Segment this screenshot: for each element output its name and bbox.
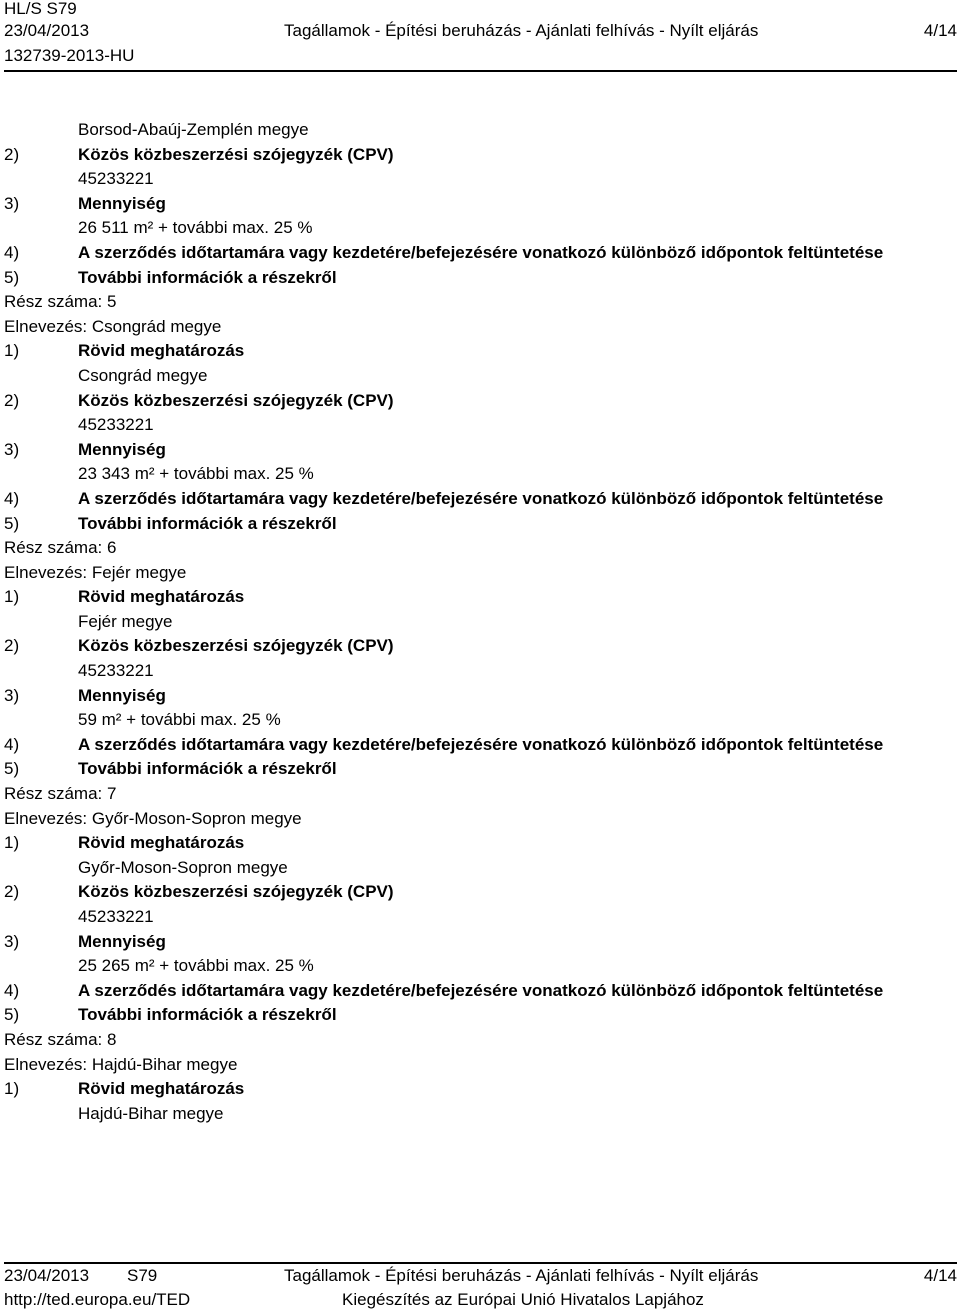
cpv-heading: 2) Közös közbeszerzési szójegyzék (CPV) (4, 636, 394, 656)
lot-4-cpv-heading: 2) Közös közbeszerzési szójegyzék (CPV) (4, 144, 394, 164)
footer-series: S79 (127, 1266, 158, 1285)
cpv-code: 45233221 (78, 907, 154, 926)
lot-4-quantity: 26 511 m² + további max. 25 % (78, 218, 313, 238)
dates-heading: 4) A szerződés időtartamára vagy kezdetére/befejezésére vonatkozó különböző időpontok feltüntetése (4, 734, 884, 754)
footer-date: 23/04/2013 (4, 1266, 90, 1285)
footer-url-link[interactable]: http://ted.europa.eu/TED (4, 1290, 191, 1309)
lot-4-description: Borsod-Abaúj-Zemplén megye (78, 120, 309, 139)
short-desc-heading: 1) Rövid meghatározás (4, 833, 245, 853)
lot-number: Rész száma: 6 (4, 538, 117, 558)
cpv-heading: 2) Közös közbeszerzési szójegyzék (CPV) (4, 882, 394, 902)
quantity-heading: 3) Mennyiség (4, 685, 166, 705)
lot-number: Rész száma: 8 (4, 1029, 117, 1049)
quantity-value: 59 m² + további max. 25 % (78, 710, 281, 730)
lot-number: Rész száma: 7 (4, 784, 117, 804)
quantity-value: 23 343 m² + további max. 25 % (78, 464, 314, 484)
lot-number: Rész száma: 5 (4, 292, 117, 312)
cpv-code: 45233221 (78, 415, 154, 435)
lot-4-quantity-heading: 3) Mennyiség (4, 193, 166, 213)
page-header (4, 0, 957, 68)
footer-title: Tagállamok - Építési beruházás - Ajánlati felhívás - Nyílt eljárás (284, 1266, 759, 1285)
document-body (4, 118, 957, 1126)
more-info-heading: 5) További információk a részekről (4, 1005, 337, 1025)
dates-heading: 4) A szerződés időtartamára vagy kezdetére/befejezésére vonatkozó különböző időpontok feltüntetése (4, 980, 884, 1000)
doc-code: HL/S S79 (4, 0, 77, 18)
lot-description: Csongrád megye (78, 365, 208, 385)
short-desc-heading: 1) Rövid meghatározás (4, 587, 245, 607)
header-divider (4, 70, 957, 72)
short-desc-heading: 1) Rövid meghatározás (4, 341, 245, 361)
lot-name: Elnevezés: Győr-Moson-Sopron megye (4, 808, 302, 828)
lot-name: Elnevezés: Fejér megye (4, 562, 187, 582)
lot-4-dates-heading: 4) A szerződés időtartamára vagy kezdetére/befejezésére vonatkozó különböző időpontok feltüntetése (4, 242, 884, 262)
header-title: Tagállamok - Építési beruházás - Ajánlati felhívás - Nyílt eljárás (284, 21, 759, 40)
page-footer (4, 1262, 957, 1311)
more-info-heading: 5) További információk a részekről (4, 513, 337, 533)
cpv-heading: 2) Közös közbeszerzési szójegyzék (CPV) (4, 390, 394, 410)
lot-4-more-info-heading: 5) További információk a részekről (4, 267, 337, 287)
footer-subtitle: Kiegészítés az Európai Unió Hivatalos Lapjához (342, 1290, 704, 1309)
lot-name: Elnevezés: Hajdú-Bihar megye (4, 1054, 238, 1074)
quantity-heading: 3) Mennyiség (4, 931, 166, 951)
quantity-value: 25 265 m² + további max. 25 % (78, 956, 314, 976)
short-desc-heading: 1) Rövid meghatározás (4, 1079, 245, 1099)
header-reference: 132739-2013-HU (4, 46, 135, 65)
lot-description: Fejér megye (78, 611, 173, 631)
header-page-number: 4/14 (923, 21, 957, 40)
lot-name: Elnevezés: Csongrád megye (4, 316, 222, 336)
more-info-heading: 5) További információk a részekről (4, 759, 337, 779)
footer-page-number: 4/14 (923, 1266, 957, 1285)
quantity-heading: 3) Mennyiség (4, 439, 166, 459)
header-date: 23/04/2013 (4, 21, 90, 40)
lot-description: Hajdú-Bihar megye (78, 1103, 224, 1123)
lot-4-cpv-code: 45233221 (78, 169, 154, 189)
lot-description: Győr-Moson-Sopron megye (78, 857, 288, 877)
dates-heading: 4) A szerződés időtartamára vagy kezdetére/befejezésére vonatkozó különböző időpontok feltüntetése (4, 488, 884, 508)
cpv-code: 45233221 (78, 661, 154, 681)
